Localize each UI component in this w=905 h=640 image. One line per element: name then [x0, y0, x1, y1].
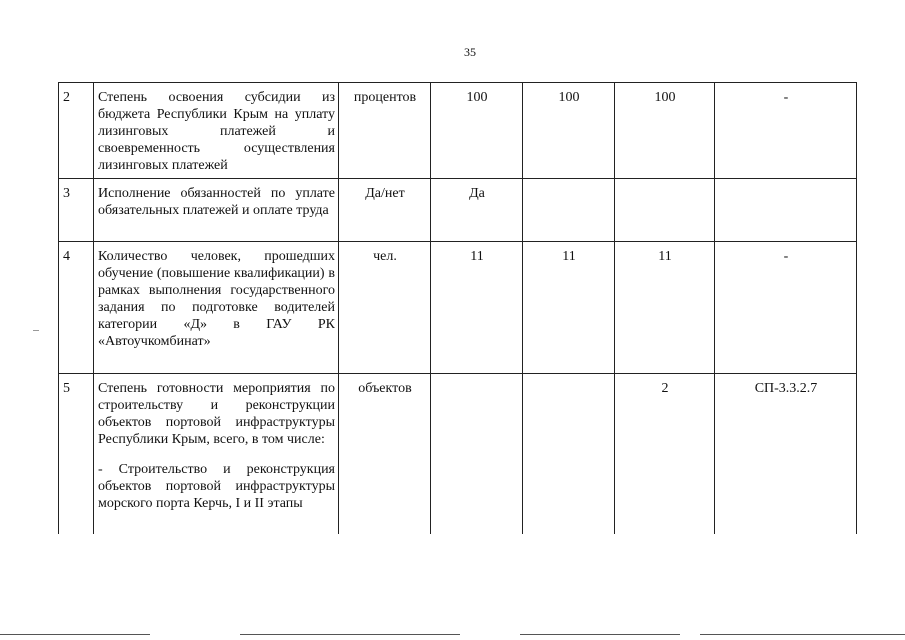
footer-rule [520, 634, 680, 635]
row-number: 5 [59, 374, 94, 534]
indicator-name: Количество человек, прошедших обучение (повышение квалификации) в рамках выполнения государственного задания по подготовке водителей категории «Д» в ГАУ РК «Автоучкомбинат» [94, 242, 339, 374]
table-row [59, 374, 857, 534]
row-number: 3 [59, 179, 94, 242]
value-cell [431, 374, 523, 534]
note-cell: - [715, 242, 857, 374]
row-number: 2 [59, 83, 94, 179]
note-cell: - [715, 83, 857, 179]
value-cell: 11 [615, 242, 715, 374]
value-cell: 11 [523, 242, 615, 374]
value-cell: Да [431, 179, 523, 242]
value-cell: 100 [523, 83, 615, 179]
indicator-name: Степень освоения субсидии из бюджета Республики Крым на уплату лизинговых платежей и своевременность осуществления лизинговых платежей [94, 83, 339, 179]
unit-cell: процентов [339, 83, 431, 179]
indicator-name: Исполнение обязанностей по уплате обязательных платежей и оплате труда [94, 179, 339, 242]
indicators-table [58, 82, 857, 534]
value-cell: 11 [431, 242, 523, 374]
table-row [59, 242, 857, 374]
value-cell: 100 [615, 83, 715, 179]
scan-mark [33, 330, 39, 331]
value-cell [523, 179, 615, 242]
indicator-name [94, 374, 339, 534]
page-number: 35 [464, 45, 476, 59]
indicator-sub-item: - Строительство и реконструкция объектов портовой инфраструктуры морского порта Керчь, I и II этапы [98, 462, 335, 511]
unit-cell: Да/нет [339, 179, 431, 242]
unit-cell: чел. [339, 242, 431, 374]
note-cell: СП-3.3.2.7 [715, 374, 857, 534]
footer-rule [700, 634, 905, 635]
table-row [59, 179, 857, 242]
table-row [59, 83, 857, 179]
value-cell: 2 [615, 374, 715, 534]
value-cell [615, 179, 715, 242]
row-number: 4 [59, 242, 94, 374]
footer-rule [0, 634, 150, 635]
footer-rule [240, 634, 460, 635]
unit-cell: объектов [339, 374, 431, 534]
value-cell [523, 374, 615, 534]
value-cell: 100 [431, 83, 523, 179]
indicator-main-text: Степень готовности мероприятия по строительству и реконструкции объектов портовой инфраструктуры Республики Крым, всего, в том числе: [98, 381, 335, 447]
note-cell [715, 179, 857, 242]
